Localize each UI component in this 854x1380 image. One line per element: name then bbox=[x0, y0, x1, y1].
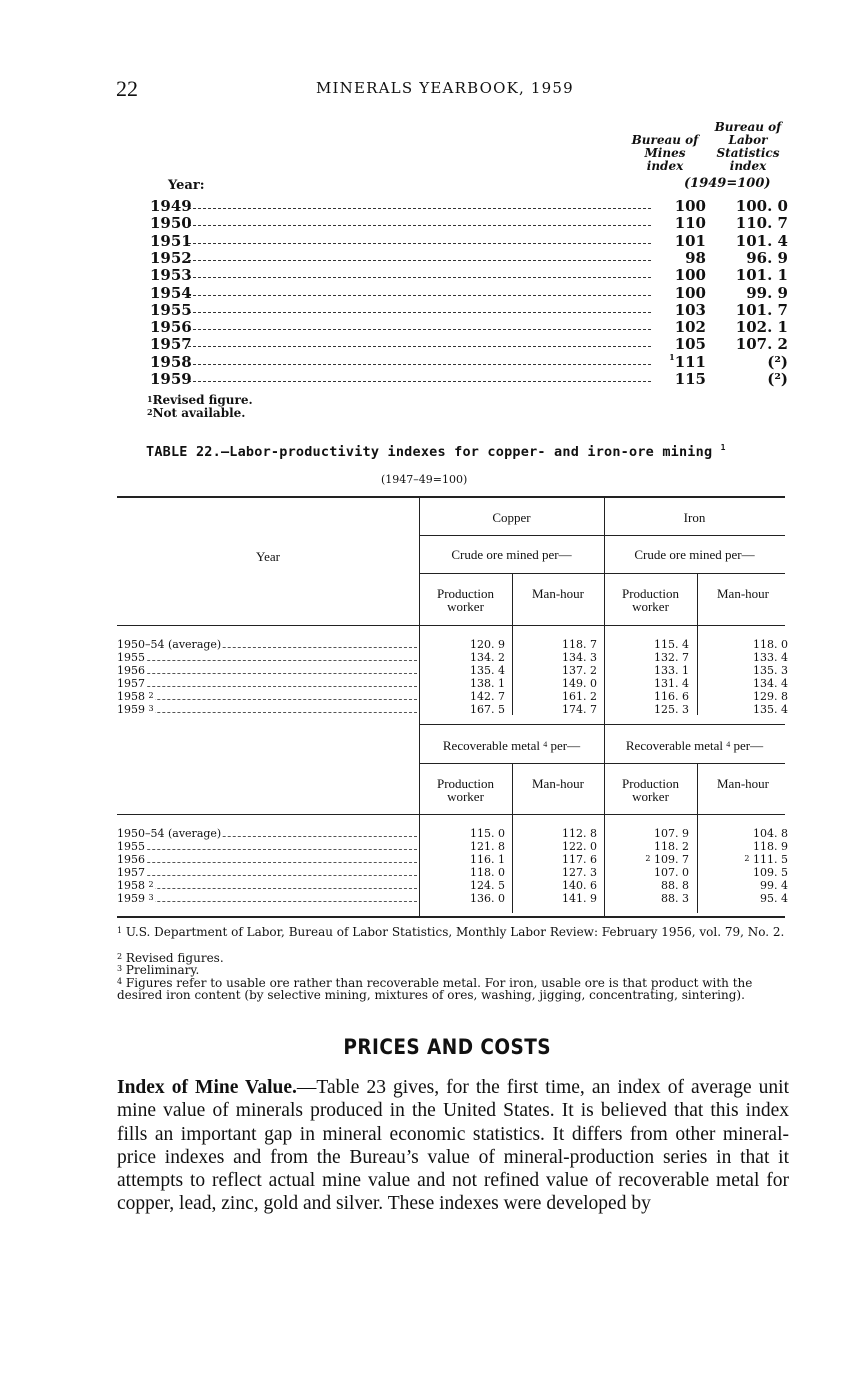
value-cell-c-mh: 122. 0 bbox=[562, 839, 597, 853]
iron-crude-production-worker-header: Production worker bbox=[621, 586, 680, 614]
leader-dots bbox=[117, 699, 417, 700]
index-row bbox=[0, 318, 854, 335]
bls-cell: 102. 1 bbox=[735, 318, 788, 337]
leader-dots bbox=[188, 329, 651, 330]
row-label: 1955 bbox=[117, 839, 145, 853]
index-row bbox=[0, 214, 854, 231]
index-row bbox=[0, 266, 854, 283]
value-cell-c-pw: 142. 7 bbox=[470, 689, 505, 703]
value-cell-c-mh: 141. 9 bbox=[562, 891, 597, 905]
table-row bbox=[0, 703, 854, 716]
value-cell-i-mh: 129. 8 bbox=[753, 689, 788, 703]
running-title: MINERALS YEARBOOK, 1959 bbox=[316, 79, 574, 97]
value-cell-i-mh: 99. 4 bbox=[760, 878, 788, 892]
value-cell-c-pw: 136. 0 bbox=[470, 891, 505, 905]
leader-dots bbox=[188, 346, 651, 347]
value-cell-c-mh: 134. 3 bbox=[562, 650, 597, 664]
row-label: 1958 $^2$ bbox=[117, 878, 154, 892]
iron-recov-man-hour-header: Man-hour bbox=[717, 776, 769, 791]
value-cell-i-pw: 116. 6 bbox=[654, 689, 689, 703]
year-cell: 1952 bbox=[150, 248, 192, 267]
value-cell-c-pw: 118. 0 bbox=[470, 865, 505, 879]
row-label: 1959 $^3$ bbox=[117, 891, 154, 905]
table-row bbox=[0, 638, 854, 651]
page-number: 22 bbox=[116, 76, 138, 101]
year-cell: 1954 bbox=[150, 283, 192, 302]
bls-cell: 100. 0 bbox=[735, 197, 788, 215]
year-cell: 1951 bbox=[150, 231, 192, 250]
value-cell-c-mh: 118. 7 bbox=[562, 638, 597, 651]
value-cell-c-mh: 117. 6 bbox=[562, 852, 597, 866]
value-cell-i-pw: 88. 8 bbox=[661, 878, 689, 892]
bls-cell: 96. 9 bbox=[746, 248, 788, 267]
row-label: 1955 bbox=[117, 650, 145, 664]
value-cell-i-pw: 132. 7 bbox=[654, 650, 689, 664]
leader-dots bbox=[188, 364, 651, 365]
value-cell-c-mh: 112. 8 bbox=[562, 827, 597, 840]
year-cell: 1955 bbox=[150, 300, 192, 319]
value-cell-i-pw: 115. 4 bbox=[654, 638, 689, 651]
footnote-1: $^1$Revised figure. bbox=[147, 393, 253, 407]
section-heading: PRICES AND COSTS bbox=[343, 1035, 552, 1059]
year-cell: 1950 bbox=[150, 214, 192, 233]
row-label: 1956 bbox=[117, 852, 145, 866]
bls-cell: (²) bbox=[767, 370, 788, 388]
value-cell-i-mh: 118. 9 bbox=[753, 839, 788, 853]
copper-recoverable-header: Recoverable metal $^4$ per— bbox=[442, 738, 581, 753]
year-cell: 1956 bbox=[150, 318, 192, 337]
leader-dots bbox=[188, 381, 651, 382]
rule bbox=[419, 763, 785, 764]
value-cell-i-mh: 109. 5 bbox=[753, 865, 788, 879]
table-row bbox=[0, 853, 854, 866]
bureau-mines-cell: 105 bbox=[674, 335, 706, 354]
table-row bbox=[0, 840, 854, 853]
value-cell-i-mh: 135. 4 bbox=[753, 702, 788, 716]
table-row bbox=[0, 690, 854, 703]
index-row bbox=[0, 335, 854, 352]
table-row bbox=[0, 866, 854, 879]
body-paragraph bbox=[117, 1076, 789, 1216]
leader-dots bbox=[188, 225, 651, 226]
value-cell-c-pw: 167. 5 bbox=[470, 702, 505, 716]
value-cell-c-pw: 116. 1 bbox=[470, 852, 505, 866]
value-cell-c-mh: 174. 7 bbox=[562, 702, 597, 716]
iron-header: Iron bbox=[683, 510, 706, 525]
iron-recoverable-header: Recoverable metal $^4$ per— bbox=[625, 738, 764, 753]
col-header-bureau-of-mines: Bureau of Mines index bbox=[631, 133, 699, 173]
rule bbox=[117, 814, 785, 815]
iron-crude-man-hour-header: Man-hour bbox=[717, 586, 769, 601]
index-row bbox=[0, 370, 854, 387]
row-label: 1957 bbox=[117, 865, 145, 879]
paragraph-lead: Index of Mine Value. bbox=[117, 1077, 297, 1098]
bls-cell: 101. 4 bbox=[735, 231, 788, 250]
bureau-mines-cell: 103 bbox=[674, 300, 706, 319]
value-cell-c-pw: 134. 2 bbox=[470, 650, 505, 664]
year-header: Year bbox=[256, 549, 280, 564]
rule bbox=[419, 724, 785, 725]
leader-dots bbox=[117, 901, 417, 902]
year-label: Year: bbox=[168, 178, 205, 193]
value-cell-c-mh: 140. 6 bbox=[562, 878, 597, 892]
index-row bbox=[0, 353, 854, 370]
leader-dots bbox=[188, 312, 651, 313]
value-cell-c-pw: 120. 9 bbox=[470, 638, 505, 651]
value-cell-c-pw: 121. 8 bbox=[470, 839, 505, 853]
bls-cell: 101. 1 bbox=[735, 266, 788, 285]
value-cell-c-pw: 135. 4 bbox=[470, 663, 505, 677]
copper-crude-production-worker-header: Production worker bbox=[436, 586, 495, 614]
bureau-mines-cell: 101 bbox=[674, 231, 706, 250]
leader-dots bbox=[188, 208, 651, 209]
table-row bbox=[0, 677, 854, 690]
leader-dots bbox=[117, 888, 417, 889]
table22-footnote-4: $^4$ Figures refer to usable ore rather than recoverable metal. For iron, usable ore is that product with the desired iron content (by selective mining, mixtures of ores, washing, jigging, concentrating, sintering). bbox=[117, 976, 753, 1002]
value-cell-i-mh: 118. 0 bbox=[753, 638, 788, 651]
year-cell: 1958 bbox=[150, 352, 192, 371]
bureau-mines-cell: 98 bbox=[685, 248, 706, 267]
index-row bbox=[0, 284, 854, 301]
table22-footnote-2: $^2$ Revised figures. bbox=[117, 951, 224, 965]
value-cell-i-mh: 133. 4 bbox=[753, 650, 788, 664]
copper-crude-man-hour-header: Man-hour bbox=[532, 586, 584, 601]
index-row bbox=[0, 249, 854, 266]
copper-header: Copper bbox=[492, 510, 531, 525]
leader-dots bbox=[117, 875, 417, 876]
year-cell: 1949 bbox=[150, 197, 192, 215]
footnote-2: $^2$Not available. bbox=[147, 406, 246, 420]
value-cell-c-pw: 115. 0 bbox=[470, 827, 505, 840]
leader-dots bbox=[188, 243, 651, 244]
table-row bbox=[0, 827, 854, 840]
index-row bbox=[0, 301, 854, 318]
copper-recov-man-hour-header: Man-hour bbox=[532, 776, 584, 791]
leader-dots bbox=[117, 686, 417, 687]
bls-cell: 107. 2 bbox=[735, 335, 788, 354]
year-cell: 1957 bbox=[150, 335, 192, 354]
copper-recov-production-worker-header: Production worker bbox=[436, 776, 495, 804]
leader-dots bbox=[117, 712, 417, 713]
value-cell-i-mh: 104. 8 bbox=[753, 827, 788, 840]
value-cell-i-pw: $^2$ 109. 7 bbox=[645, 852, 689, 866]
value-cell-i-mh: 95. 4 bbox=[760, 891, 788, 905]
table-22-title: TABLE 22.—Labor-productivity indexes for copper- and iron-ore mining $^1$ bbox=[146, 443, 726, 460]
row-label: 1950–54 (average) bbox=[117, 827, 222, 840]
bureau-mines-cell: 100 bbox=[674, 197, 706, 215]
leader-dots bbox=[117, 849, 417, 850]
row-label: 1950–54 (average) bbox=[117, 638, 222, 651]
value-cell-c-mh: 161. 2 bbox=[562, 689, 597, 703]
row-label: 1957 bbox=[117, 676, 145, 690]
table-row bbox=[0, 892, 854, 905]
bureau-mines-cell: 100 bbox=[674, 283, 706, 302]
index-row bbox=[0, 232, 854, 249]
index-row bbox=[0, 197, 854, 214]
paragraph-body: —Table 23 gives, for the first time, an index of average unit mine value of minerals produced in the United States. It is believed that this index fills an important gap in mineral economic statistics. It differs from other mineral-price indexes and from the Bureau’s value of mineral-production series in that it attempts to reflect actual mine value and not refined value of recoverable metal for copper, lead, zinc, gold and silver. These indexes were developed by bbox=[117, 1077, 789, 1215]
table-row bbox=[0, 879, 854, 892]
value-cell-i-mh: 134. 4 bbox=[753, 676, 788, 690]
value-cell-i-pw: 88. 3 bbox=[661, 891, 689, 905]
table-row bbox=[0, 651, 854, 664]
bureau-mines-cell: 102 bbox=[674, 318, 706, 337]
copper-crude-header: Crude ore mined per— bbox=[451, 547, 572, 562]
value-cell-i-mh: 135. 3 bbox=[753, 663, 788, 677]
value-cell-c-mh: 149. 0 bbox=[562, 676, 597, 690]
year-cell: 1959 bbox=[150, 370, 192, 388]
value-cell-c-pw: 124. 5 bbox=[470, 878, 505, 892]
rule bbox=[117, 625, 785, 626]
leader-dots bbox=[188, 260, 651, 261]
leader-dots bbox=[117, 862, 417, 863]
rule bbox=[419, 535, 785, 536]
year-cell: 1953 bbox=[150, 266, 192, 285]
value-cell-i-pw: 107. 9 bbox=[654, 827, 689, 840]
bls-cell: (²) bbox=[767, 352, 788, 371]
col-header-bls: Bureau of Labor Statistics index bbox=[714, 120, 782, 173]
bureau-mines-cell: 115 bbox=[674, 370, 706, 388]
table22-footnote-1: $^1$ U.S. Department of Labor, Bureau of Labor Statistics, Monthly Labor Review: February 1956, vol. 79, No. 2. bbox=[117, 925, 785, 939]
leader-dots bbox=[188, 295, 651, 296]
value-cell-i-pw: 133. 1 bbox=[654, 663, 689, 677]
row-label: 1959 $^3$ bbox=[117, 702, 154, 716]
bureau-mines-cell: $^1$111 bbox=[669, 351, 706, 371]
table-top-rule bbox=[117, 496, 785, 498]
leader-dots bbox=[188, 277, 651, 278]
value-cell-i-pw: 118. 2 bbox=[654, 839, 689, 853]
bls-cell: 99. 9 bbox=[746, 283, 788, 302]
table-row bbox=[0, 664, 854, 677]
bls-cell: 101. 7 bbox=[735, 300, 788, 319]
value-cell-c-mh: 137. 2 bbox=[562, 663, 597, 677]
value-cell-c-mh: 127. 3 bbox=[562, 865, 597, 879]
iron-crude-header: Crude ore mined per— bbox=[634, 547, 755, 562]
row-label: 1958 $^2$ bbox=[117, 689, 154, 703]
value-cell-i-pw: 107. 0 bbox=[654, 865, 689, 879]
value-cell-i-mh: $^2$ 111. 5 bbox=[744, 852, 788, 866]
table-bottom-rule bbox=[117, 916, 785, 918]
value-cell-c-pw: 138. 1 bbox=[470, 676, 505, 690]
leader-dots bbox=[117, 660, 417, 661]
bls-cell: 110. 7 bbox=[735, 214, 788, 233]
value-cell-i-pw: 125. 3 bbox=[654, 702, 689, 716]
value-cell-i-pw: 131. 4 bbox=[654, 676, 689, 690]
rule bbox=[419, 573, 785, 574]
bureau-mines-cell: 100 bbox=[674, 266, 706, 285]
bureau-mines-cell: 110 bbox=[674, 214, 706, 233]
table-22-base: (1947–49=100) bbox=[381, 473, 468, 486]
row-label: 1956 bbox=[117, 663, 145, 677]
table22-footnote-3: $^3$ Preliminary. bbox=[117, 963, 200, 977]
leader-dots bbox=[117, 673, 417, 674]
base-index: (1949=100) bbox=[684, 176, 771, 191]
iron-recov-production-worker-header: Production worker bbox=[621, 776, 680, 804]
